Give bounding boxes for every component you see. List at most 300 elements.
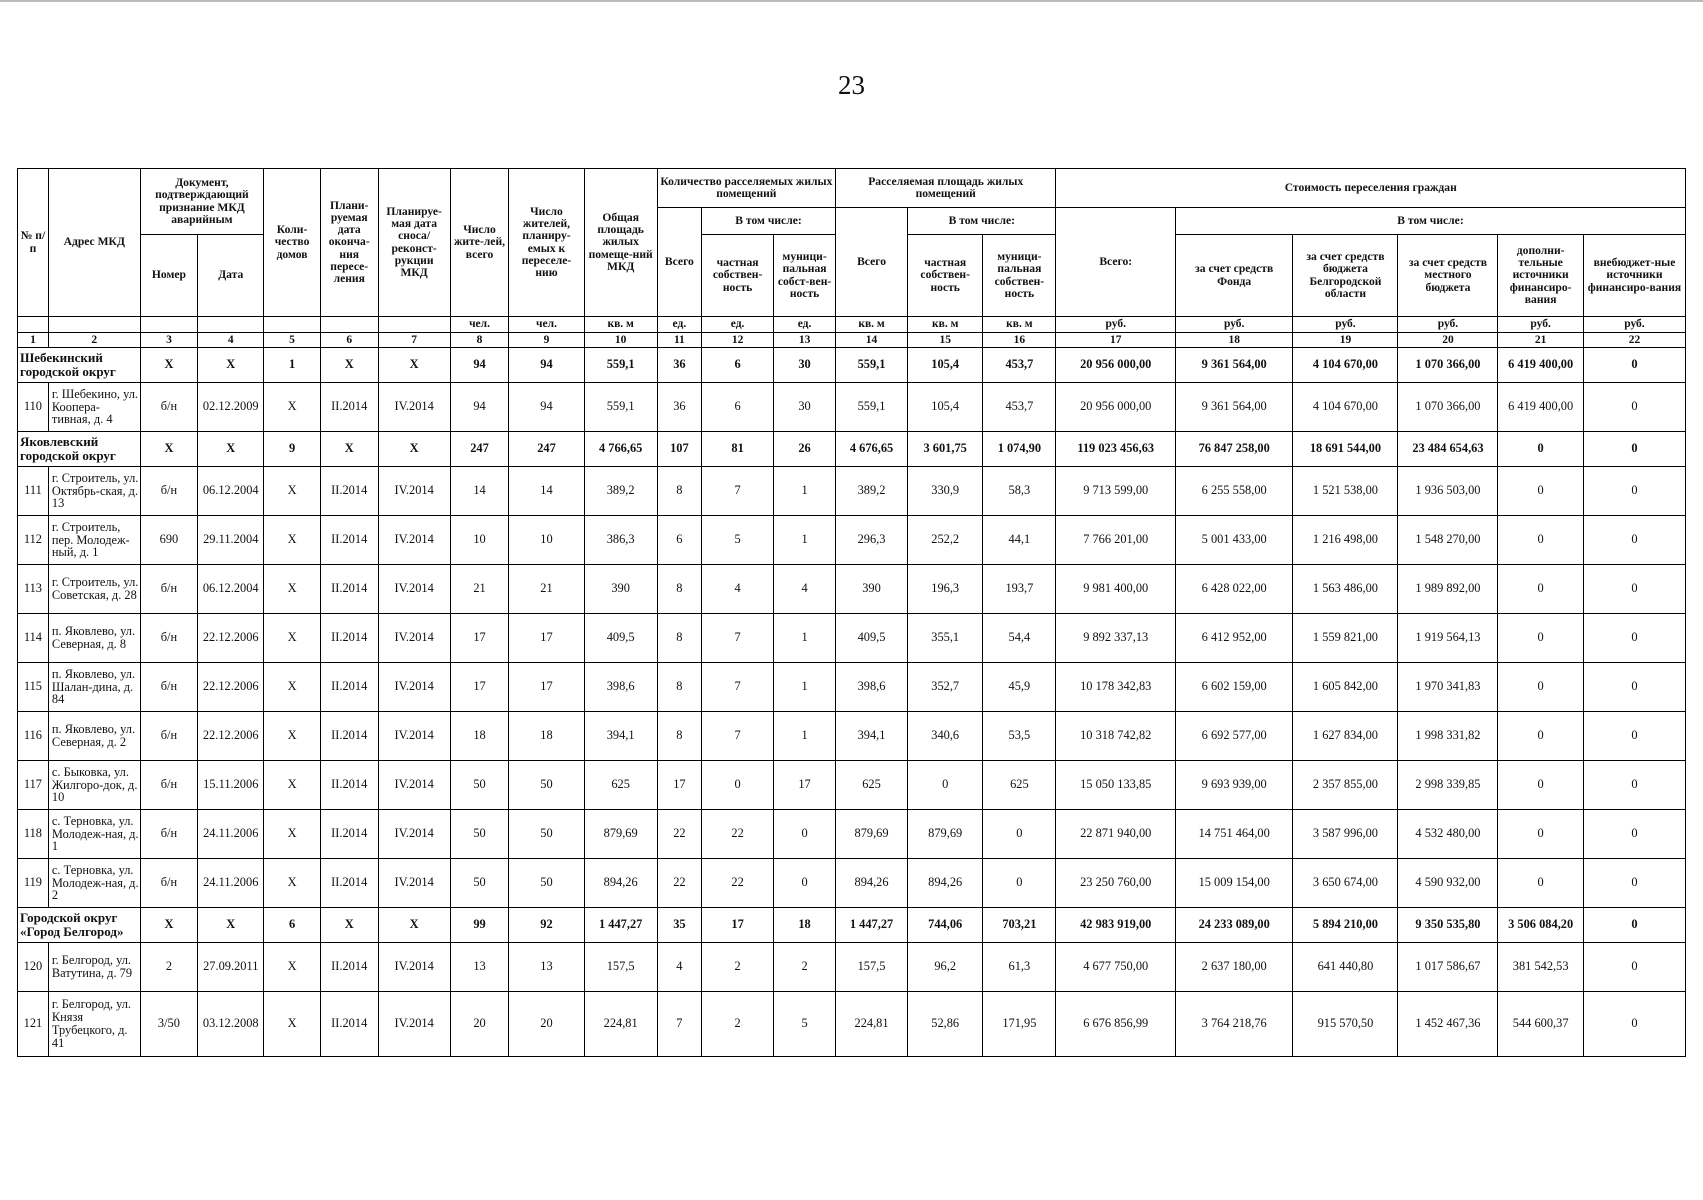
value-cell: 381 542,53 [1498,943,1584,992]
value-cell: 0 [1583,943,1685,992]
value-cell: 50 [509,761,584,810]
value-cell: 196,3 [908,565,983,614]
value-cell: 36 [657,383,701,432]
header-area-private: частная собствен-ность [908,235,983,317]
value-cell: 2 637 180,00 [1175,943,1292,992]
value-cell: 13 [450,943,509,992]
value-cell: X [140,348,198,383]
header-cost-regional: за счет средств бюджета Белгородской области [1293,235,1398,317]
value-cell: 105,4 [908,383,983,432]
value-cell: 6 [657,516,701,565]
value-cell: 386,3 [584,516,657,565]
value-cell: 17 [450,614,509,663]
column-number-cell: 6 [320,333,378,348]
table-row [18,565,1686,614]
value-cell: X [264,992,321,1057]
value-cell: б/н [140,761,198,810]
value-cell: 0 [1583,516,1685,565]
value-cell: 7 766 201,00 [1056,516,1176,565]
value-cell: 4 104 670,00 [1293,383,1398,432]
value-cell: II.2014 [320,467,378,516]
value-cell: 18 [774,908,836,943]
value-cell: 18 691 544,00 [1293,432,1398,467]
value-cell: X [378,432,450,467]
value-cell: 2 [702,943,774,992]
value-cell: 1 [774,663,836,712]
value-cell: 625 [835,761,907,810]
value-cell: 703,21 [983,908,1056,943]
group-name-cell: Шебекинский городской округ [18,348,141,383]
address-cell: г. Строитель, ул. Советская, д. 28 [48,565,140,614]
value-cell: 625 [584,761,657,810]
value-cell: 4 532 480,00 [1398,810,1498,859]
header-rooms-municipal: муници-пальная собст-вен-ность [774,235,836,317]
address-cell: п. Яковлево, ул. Северная, д. 8 [48,614,140,663]
value-cell: 24.11.2006 [198,810,264,859]
value-cell: X [264,712,321,761]
value-cell: II.2014 [320,761,378,810]
value-cell: 10 318 742,82 [1056,712,1176,761]
value-cell: 10 [509,516,584,565]
value-cell: IV.2014 [378,859,450,908]
value-cell: 224,81 [835,992,907,1057]
value-cell: 20 956 000,00 [1056,348,1176,383]
value-cell: 0 [1498,712,1584,761]
value-cell: 6 419 400,00 [1498,348,1584,383]
value-cell: 9 350 535,80 [1398,908,1498,943]
column-number-cell: 9 [509,333,584,348]
address-cell: с. Быковка, ул. Жилгоро-док, д. 10 [48,761,140,810]
value-cell: 30 [774,348,836,383]
value-cell: 22.12.2006 [198,614,264,663]
value-cell: 9 [264,432,321,467]
group-name-cell: Яковлевский городской округ [18,432,141,467]
value-cell: 22.12.2006 [198,712,264,761]
value-cell: 0 [1498,663,1584,712]
value-cell: 409,5 [835,614,907,663]
value-cell: 18 [450,712,509,761]
value-cell: 894,26 [584,859,657,908]
value-cell: X [264,761,321,810]
value-cell: 13 [509,943,584,992]
value-cell: 54,4 [983,614,1056,663]
value-cell: 0 [1583,859,1685,908]
value-cell: X [140,432,198,467]
column-number-cell: 8 [450,333,509,348]
value-cell: 340,6 [908,712,983,761]
value-cell: 390 [584,565,657,614]
value-cell: X [198,908,264,943]
address-cell: г. Белгород, ул. Князя Трубецкого, д. 41 [48,992,140,1057]
unit-cell-empty [378,317,450,333]
value-cell: 559,1 [584,348,657,383]
value-cell: 24.11.2006 [198,859,264,908]
value-cell: 389,2 [584,467,657,516]
header-residents: Число жите-лей, всего [450,169,509,317]
value-cell: 0 [983,810,1056,859]
value-cell: 0 [702,761,774,810]
value-cell: 4 [774,565,836,614]
value-cell: 4 677 750,00 [1056,943,1176,992]
header-doc-date: Дата [198,235,264,317]
value-cell: 44,1 [983,516,1056,565]
value-cell: 94 [450,348,509,383]
group-total-row [18,348,1686,383]
column-number-cell: 20 [1398,333,1498,348]
value-cell: 0 [1583,614,1685,663]
row-number-cell: 121 [18,992,49,1057]
value-cell: 193,7 [983,565,1056,614]
header-doc-number: Номер [140,235,198,317]
value-cell: 6 [264,908,321,943]
address-cell: г. Белгород, ул. Ватутина, д. 79 [48,943,140,992]
value-cell: 157,5 [835,943,907,992]
value-cell: 5 [774,992,836,1057]
header-rooms-incl: В том числе: [702,208,836,235]
value-cell: 6 428 022,00 [1175,565,1292,614]
value-cell: 36 [657,348,701,383]
value-cell: 22.12.2006 [198,663,264,712]
value-cell: X [264,943,321,992]
value-cell: 6 [702,383,774,432]
value-cell: 0 [1583,467,1685,516]
column-number-cell: 17 [1056,333,1176,348]
value-cell: 1 627 834,00 [1293,712,1398,761]
value-cell: 06.12.2004 [198,565,264,614]
value-cell: X [378,348,450,383]
value-cell: 27.09.2011 [198,943,264,992]
value-cell: IV.2014 [378,943,450,992]
table-row [18,383,1686,432]
address-cell: с. Терновка, ул. Молодеж-ная, д. 2 [48,859,140,908]
table-body [18,348,1686,1057]
value-cell: II.2014 [320,383,378,432]
value-cell: 1 605 842,00 [1293,663,1398,712]
value-cell: 0 [1583,432,1685,467]
header-houses: Коли-чество домов [264,169,321,317]
value-cell: 50 [450,859,509,908]
column-number-cell: 15 [908,333,983,348]
value-cell: 76 847 258,00 [1175,432,1292,467]
value-cell: 45,9 [983,663,1056,712]
value-cell: 22 [657,859,701,908]
value-cell: 641 440,80 [1293,943,1398,992]
value-cell: 2 357 855,00 [1293,761,1398,810]
unit-cell: руб. [1498,317,1584,333]
value-cell: 5 001 433,00 [1175,516,1292,565]
value-cell: 94 [450,383,509,432]
value-cell: б/н [140,467,198,516]
row-number-cell: 119 [18,859,49,908]
value-cell: 171,95 [983,992,1056,1057]
value-cell: 0 [1498,467,1584,516]
value-cell: 61,3 [983,943,1056,992]
value-cell: 9 361 564,00 [1175,383,1292,432]
column-number-cell: 12 [702,333,774,348]
unit-cell: кв. м [908,317,983,333]
unit-cell: руб. [1293,317,1398,333]
value-cell: 0 [1583,712,1685,761]
value-cell: 15.11.2006 [198,761,264,810]
value-cell: 92 [509,908,584,943]
value-cell: IV.2014 [378,614,450,663]
value-cell: IV.2014 [378,810,450,859]
value-cell: X [198,348,264,383]
value-cell: 296,3 [835,516,907,565]
value-cell: 894,26 [908,859,983,908]
column-number-cell: 5 [264,333,321,348]
value-cell: IV.2014 [378,565,450,614]
header-planned-end: Плани-руемая дата оконча-ния пересе-ления [320,169,378,317]
value-cell: 389,2 [835,467,907,516]
unit-cell-empty [264,317,321,333]
value-cell: 390 [835,565,907,614]
value-cell: 58,3 [983,467,1056,516]
value-cell: 50 [509,810,584,859]
column-number-cell: 19 [1293,333,1398,348]
row-number-cell: 116 [18,712,49,761]
row-number-cell: 120 [18,943,49,992]
value-cell: 2 [702,992,774,1057]
value-cell: 4 104 670,00 [1293,348,1398,383]
header-area-incl: В том числе: [908,208,1056,235]
table-row [18,712,1686,761]
value-cell: 42 983 919,00 [1056,908,1176,943]
resettlement-table-container [17,168,1686,1057]
table-row [18,943,1686,992]
value-cell: 9 713 599,00 [1056,467,1176,516]
value-cell: 1 [774,516,836,565]
column-number-cell: 3 [140,333,198,348]
value-cell: 7 [702,712,774,761]
header-cost-offbudget: внебюджет-ные источники финансиро-вания [1583,235,1685,317]
value-cell: 52,86 [908,992,983,1057]
value-cell: X [378,908,450,943]
value-cell: 398,6 [584,663,657,712]
value-cell: 22 [657,810,701,859]
units-row [18,317,1686,333]
unit-cell: руб. [1583,317,1685,333]
value-cell: 9 361 564,00 [1175,348,1292,383]
value-cell: 5 894 210,00 [1293,908,1398,943]
group-name-cell: Городской округ «Город Белгород» [18,908,141,943]
value-cell: 99 [450,908,509,943]
header-rooms-group: Количество расселяемых жилых помещений [657,169,835,208]
header-area-group: Расселяемая площадь жилых помещений [835,169,1055,208]
value-cell: 7 [657,992,701,1057]
column-number-cell: 13 [774,333,836,348]
value-cell: X [320,908,378,943]
value-cell: б/н [140,810,198,859]
value-cell: 8 [657,663,701,712]
header-document: Документ, подтверждающий признание МКД аварийным [140,169,264,235]
value-cell: 1 447,27 [584,908,657,943]
value-cell: 0 [774,810,836,859]
value-cell: 744,06 [908,908,983,943]
value-cell: 2 [140,943,198,992]
value-cell: X [264,565,321,614]
value-cell: 0 [1498,761,1584,810]
column-number-cell: 11 [657,333,701,348]
value-cell: 06.12.2004 [198,467,264,516]
column-number-cell: 10 [584,333,657,348]
value-cell: 4 676,65 [835,432,907,467]
value-cell: 1 017 586,67 [1398,943,1498,992]
address-cell: г. Шебекино, ул. Коопера-тивная, д. 4 [48,383,140,432]
header-planned-demolition: Планируе-мая дата сноса/ реконст-рукции МКД [378,169,450,317]
value-cell: 409,5 [584,614,657,663]
value-cell: 17 [450,663,509,712]
value-cell: 6 692 577,00 [1175,712,1292,761]
value-cell: 20 956 000,00 [1056,383,1176,432]
table-row [18,761,1686,810]
row-number-cell: 118 [18,810,49,859]
address-cell: п. Яковлево, ул. Шалан-дина, д. 84 [48,663,140,712]
header-rooms-private: частная собствен-ность [702,235,774,317]
value-cell: II.2014 [320,810,378,859]
value-cell: 879,69 [584,810,657,859]
value-cell: 0 [1498,565,1584,614]
table-row [18,516,1686,565]
header-cost-additional: дополни-тельные источники финансиро-вания [1498,235,1584,317]
value-cell: 9 981 400,00 [1056,565,1176,614]
value-cell: 53,5 [983,712,1056,761]
value-cell: IV.2014 [378,383,450,432]
value-cell: 1 070 366,00 [1398,348,1498,383]
value-cell: 4 766,65 [584,432,657,467]
value-cell: 0 [1583,992,1685,1057]
value-cell: 0 [1498,516,1584,565]
column-number-cell: 22 [1583,333,1685,348]
value-cell: 915 570,50 [1293,992,1398,1057]
value-cell: 879,69 [835,810,907,859]
column-number-cell: 1 [18,333,49,348]
header-cost-fund: за счет средств Фонда [1175,235,1292,317]
value-cell: 18 [509,712,584,761]
value-cell: 1 989 892,00 [1398,565,1498,614]
value-cell: 0 [1498,859,1584,908]
value-cell: 0 [1583,348,1685,383]
value-cell: 3 650 674,00 [1293,859,1398,908]
value-cell: 1 919 564,13 [1398,614,1498,663]
value-cell: 625 [983,761,1056,810]
value-cell: 2 [774,943,836,992]
unit-cell-empty [140,317,198,333]
value-cell: 4 [657,943,701,992]
value-cell: 1 548 270,00 [1398,516,1498,565]
value-cell: 119 023 456,63 [1056,432,1176,467]
value-cell: II.2014 [320,859,378,908]
value-cell: X [264,663,321,712]
value-cell: б/н [140,383,198,432]
value-cell: б/н [140,712,198,761]
header-cost-group: Стоимость переселения граждан [1056,169,1686,208]
value-cell: 1 [264,348,321,383]
unit-cell-empty [198,317,264,333]
value-cell: II.2014 [320,992,378,1057]
unit-cell: чел. [450,317,509,333]
value-cell: 8 [657,614,701,663]
value-cell: 17 [509,614,584,663]
table-row [18,859,1686,908]
page-number: 23 [838,70,865,100]
row-number-cell: 117 [18,761,49,810]
value-cell: 14 [509,467,584,516]
value-cell: 0 [1583,663,1685,712]
value-cell: 35 [657,908,701,943]
value-cell: 14 751 464,00 [1175,810,1292,859]
value-cell: 690 [140,516,198,565]
value-cell: 23 250 760,00 [1056,859,1176,908]
value-cell: II.2014 [320,614,378,663]
value-cell: 26 [774,432,836,467]
table-row [18,810,1686,859]
value-cell: IV.2014 [378,992,450,1057]
unit-cell: ед. [774,317,836,333]
unit-cell: кв. м [983,317,1056,333]
value-cell: 247 [509,432,584,467]
unit-cell: кв. м [584,317,657,333]
value-cell: 330,9 [908,467,983,516]
value-cell: 02.12.2009 [198,383,264,432]
value-cell: X [320,348,378,383]
value-cell: 1 970 341,83 [1398,663,1498,712]
value-cell: 4 [702,565,774,614]
value-cell: 0 [1583,565,1685,614]
value-cell: 1 447,27 [835,908,907,943]
value-cell: 9 892 337,13 [1056,614,1176,663]
value-cell: 394,1 [584,712,657,761]
address-cell: с. Терновка, ул. Молодеж-ная, д. 1 [48,810,140,859]
value-cell: 559,1 [835,348,907,383]
row-number-cell: 113 [18,565,49,614]
scan-margin-marks [1679,470,1697,670]
row-number-cell: 115 [18,663,49,712]
value-cell: 1 563 486,00 [1293,565,1398,614]
header-address: Адрес МКД [48,169,140,317]
value-cell: 453,7 [983,383,1056,432]
value-cell: 96,2 [908,943,983,992]
value-cell: 21 [509,565,584,614]
header-area-total: Всего [835,208,907,317]
value-cell: 453,7 [983,348,1056,383]
value-cell: 10 [450,516,509,565]
top-scan-rule [0,0,1703,2]
value-cell: 224,81 [584,992,657,1057]
unit-cell: ед. [702,317,774,333]
value-cell: 0 [774,859,836,908]
value-cell: 2 998 339,85 [1398,761,1498,810]
resettlement-table [17,168,1686,1057]
value-cell: 3 764 218,76 [1175,992,1292,1057]
table-row [18,467,1686,516]
header-no: № п/п [18,169,49,317]
value-cell: 14 [450,467,509,516]
value-cell: 50 [509,859,584,908]
unit-cell: руб. [1056,317,1176,333]
column-number-cell: 21 [1498,333,1584,348]
header-cost-local: за счет средств местного бюджета [1398,235,1498,317]
value-cell: б/н [140,663,198,712]
value-cell: 398,6 [835,663,907,712]
value-cell: 30 [774,383,836,432]
value-cell: IV.2014 [378,712,450,761]
value-cell: II.2014 [320,943,378,992]
row-number-cell: 111 [18,467,49,516]
column-number-cell: 14 [835,333,907,348]
value-cell: 0 [1583,761,1685,810]
unit-cell-empty [320,317,378,333]
